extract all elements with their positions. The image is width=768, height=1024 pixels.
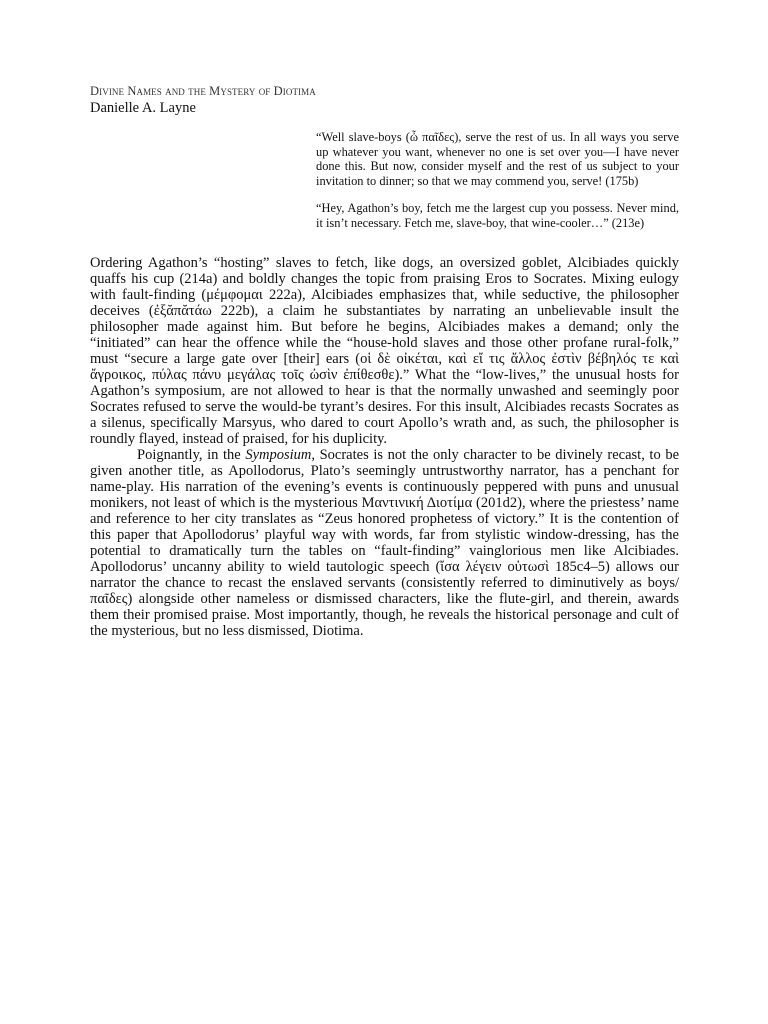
epigraph-quote: “Hey, Agathon’s boy, fetch me the largest cup you possess. Never mind, it isn’t necessary. Fetch me, slave-boy, that wine-cooler…” (213e) [316,201,679,230]
body-paragraph [90,447,679,639]
epigraphs [316,130,679,230]
work-title: Symposium [245,447,312,463]
author-name: Danielle A. Layne [90,100,196,116]
paper-title: Divine Names and the Mystery of Diotima [90,84,316,98]
paragraph-text: , Socrates is not the only character to be divinely recast, to be given another title, as Apollodorus, Plato’s seemingly untrustworthy narrator, has a penchant for name-play. His narration of the evening’s events is continuously peppered with puns and unusual monikers, not least of which is the mysterious Μαντινική Διοτίμα (201d2), where the priestess’ name and reference to her city translates as “Zeus honored prophetess of victory.” It is the contention of this paper that Apollodorus’ playful way with words, far from stylistic window-dressing, has the potential to dramatically turn the tables on “fault-finding” vainglorious men like Alcibiades. Apollodorus’ uncanny ability to wield tautologic speech (ἴσα λέγειν οὑτωσὶ 185c4–5) allows our narrator the chance to recast the enslaved servants (consistently referred to diminutively as boys/παῖδες) alongside other nameless or dismissed characters, like the flute-girl, and therein, awards them their promised praise. Most importantly, though, he reveals the historical personage and cult of the mysterious, but no less dismissed, Diotima. [90,447,679,639]
paragraph-text: Poignantly, in the [137,447,246,463]
body-text [90,255,679,639]
epigraph-quote: “Well slave-boys (ὦ παῖδες), serve the rest of us. In all ways you serve up whatever you want, whenever no one is set over you—I have never done this. But now, consider myself and the rest of us subject to your invitation to dinner; so that we may commend you, serve! (175b) [316,130,679,188]
page-content [90,83,679,639]
body-paragraph: Ordering Agathon’s “hosting” slaves to fetch, like dogs, an oversized goblet, Alcibiades quickly quaffs his cup (214a) and boldly changes the topic from praising Eros to Socrates. Mixing eulogy with fault-finding (μέμφομαι 222a), Alcibiades emphasizes that, while seductive, the philosopher deceives (ἐξᾰπᾰτάω 222b), a claim he substantiates by narrating an unbelievable insult the philosopher made against him. But before he begins, Alcibiades makes a demand; only the “initiated” can hear the offence while the “house-hold slaves and those other profane rural-folk,” must “secure a large gate over [their] ears (οἱ δὲ οἰκέται, καὶ εἴ τις ἄλλος ἐστὶν βέβηλός τε καὶ ἄγροικος, πύλας πάνυ μεγάλας τοῖς ὠσὶν ἐπίθεσθε).” What the “low-lives,” the unusual hosts for Agathon’s symposium, are not allowed to hear is that the normally unwashed and seemingly poor Socrates refused to serve the would-be tyrant’s desires. For this insult, Alcibiades recasts Socrates as a silenus, specifically Marsyus, who dared to court Apollo’s wrath and, as such, the philosopher is roundly flayed, instead of praised, for his duplicity. [90,255,679,447]
